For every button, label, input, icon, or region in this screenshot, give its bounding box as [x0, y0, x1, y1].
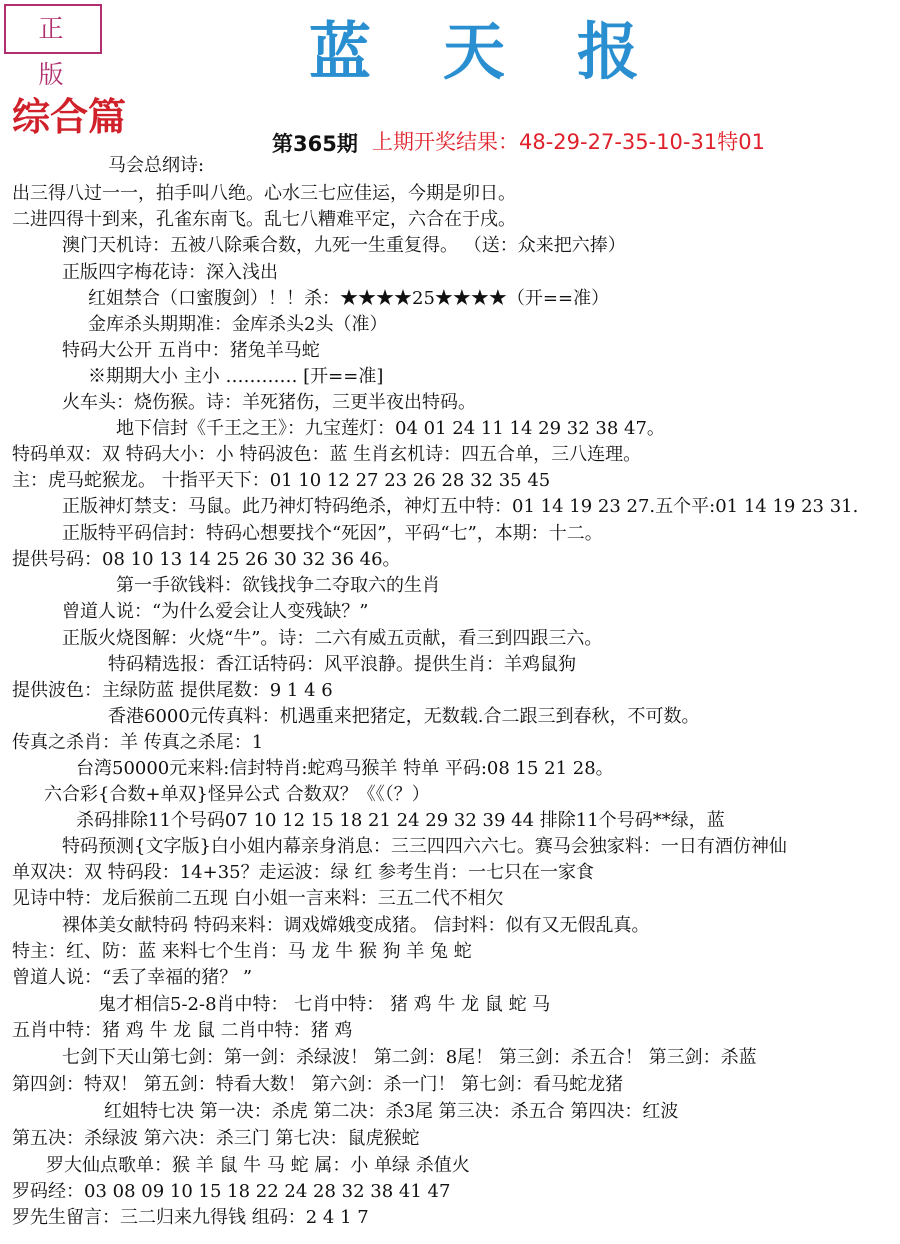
text-line: 鬼才相信5-2-8肖中特： 七肖中特： 猪 鸡 牛 龙 鼠 蛇 马: [98, 994, 551, 1015]
text-line: 罗大仙点歌单：猴 羊 鼠 牛 马 蛇 属：小 单绿 杀值火: [46, 1155, 470, 1176]
text-line: 出三得八过一一，拍手叫八绝。心水三七应佳运，今期是卯日。: [12, 183, 516, 204]
text-line: 第四剑：特双！ 第五剑：特看大数！ 第六剑：杀一门！ 第七剑：看马蛇龙猪: [12, 1074, 624, 1095]
text-line: 正版神灯禁支：马鼠。此乃神灯特码绝杀，神灯五中特：01 14 19 23 27.五个平:01 14 19 23 31.: [62, 496, 859, 517]
text-line: 见诗中特：龙后猴前二五现 白小姐一言来料：三五二代不相欠: [12, 888, 504, 909]
text-line: 正版火烧图解：火烧“牛”。诗：二六有威五贡献，看三到四跟三六。: [62, 628, 603, 649]
authentic-badge: 正版: [4, 4, 102, 54]
text-line: 二进四得十到来，孔雀东南飞。乱七八糟难平定，六合在于戌。: [12, 209, 516, 230]
text-line: 五肖中特：猪 鸡 牛 龙 鼠 二肖中特：猪 鸡: [12, 1020, 353, 1041]
text-line: 特主：红、防：蓝 来料七个生肖：马 龙 牛 猴 狗 羊 兔 蛇: [12, 941, 472, 962]
text-line: 澳门天机诗：五被八除乘合数，九死一生重复得。 （送：众来把六捧）: [62, 235, 626, 256]
text-line: 特码精选报：香江话特码：风平浪静。提供生肖：羊鸡鼠狗: [108, 654, 576, 675]
text-line: 地下信封《千王之王》：九宝莲灯：04 01 24 11 14 29 32 38 47。: [116, 418, 665, 439]
text-line: 特码预测{文字版}白小姐内幕亲身消息：三三四四六六七。赛马会独家料：一日有酒仿神仙: [62, 836, 787, 857]
text-line: 传真之杀肖：羊 传真之杀尾：1: [12, 732, 264, 753]
text-line: 裸体美女献特码 特码来料：调戏嫦娥变成猪。 信封料：似有又无假乱真。: [62, 915, 650, 936]
text-line: 特码大公开 五肖中：猪兔羊马蛇: [62, 340, 320, 361]
text-line: 提供号码：08 10 13 14 25 26 30 32 36 46。: [12, 549, 401, 570]
text-line: 火车头：烧伤猴。诗：羊死猪伤，三更半夜出特码。: [62, 392, 476, 413]
issue-number: 第365期: [272, 132, 358, 156]
text-line: 六合彩{合数+单双}怪异公式 合数双？《《（？）: [44, 784, 430, 805]
text-line: 曾道人说：“丢了幸福的猪？ ”: [12, 967, 253, 988]
text-line: 提供波色：主绿防蓝 提供尾数：9 1 4 6: [12, 680, 333, 701]
text-line: 主：虎马蛇猴龙。 十指平天下：01 10 12 27 23 26 28 32 35 45: [12, 470, 551, 491]
text-line: 金库杀头期期准：金库杀头2头（准）: [88, 314, 388, 335]
text-line: 特码单双：双 特码大小：小 特码波色：蓝 生肖玄机诗：四五合单，三八连理。: [12, 444, 642, 465]
text-line: 台湾50000元来料:信封特肖:蛇鸡马猴羊 特单 平码:08 15 21 28。: [76, 758, 614, 779]
text-line: 马会总纲诗:: [108, 155, 205, 176]
last-result: 上期开奖结果：48-29-27-35-10-31特01: [372, 130, 765, 154]
text-line: 罗码经：03 08 09 10 15 18 22 24 28 32 38 41 47: [12, 1181, 451, 1202]
text-line: ※期期大小 主小 ………… [开==准]: [88, 366, 384, 387]
text-line: 曾道人说：“为什么爱会让人变残缺？”: [62, 601, 369, 622]
text-line: 杀码排除11个号码07 10 12 15 18 21 24 29 32 39 44 排除11个号码**绿，蓝: [76, 810, 725, 831]
text-line: 七剑下天山第七剑：第一剑：杀绿波！ 第二剑：8尾！ 第三剑：杀五合！ 第三剑：杀蓝: [62, 1047, 757, 1068]
section-title: 综合篇: [12, 94, 127, 139]
text-line: 正版特平码信封：特码心想要找个“死因”，平码“七”，本期：十二。: [62, 523, 603, 544]
text-line: 红姐特七决 第一决：杀虎 第二决：杀3尾 第三决：杀五合 第四决：红波: [104, 1101, 679, 1122]
text-line: 罗先生留言：三二归来九得钱 组码：2 4 1 7: [12, 1207, 369, 1228]
masthead-title: 蓝天报: [308, 15, 711, 88]
text-line: 正版四字梅花诗：深入浅出: [62, 262, 278, 283]
text-line: 第五决：杀绿波 第六决：杀三门 第七决：鼠虎猴蛇: [12, 1128, 420, 1149]
text-line: 香港6000元传真料：机遇重来把猪定，无数载.合二跟三到春秋，不可数。: [108, 706, 700, 727]
text-line: 红姐禁合（口蜜腹剑）！！杀：★★★★25★★★★（开==准）: [88, 288, 610, 309]
text-line: 单双决：双 特码段：14+35？走运波：绿 红 参考生肖：一七只在一家食: [12, 862, 595, 883]
text-line: 第一手欲钱料：欲钱找争二夺取六的生肖: [116, 575, 440, 596]
